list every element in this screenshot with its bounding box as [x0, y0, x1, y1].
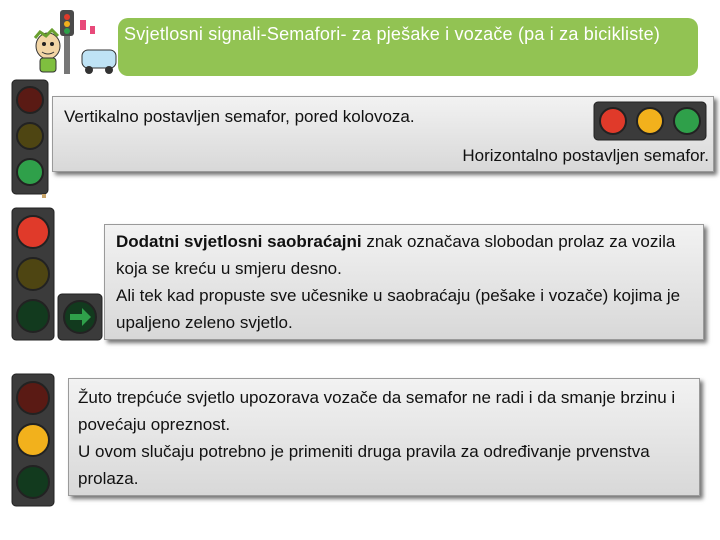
vertical-light-caption: Vertikalno postavljen semafor, pored kolovoza.	[64, 107, 415, 126]
traffic-light-icon	[10, 374, 56, 508]
additional-signal-bold: Dodatni svjetlosni saobraćajni	[116, 232, 362, 251]
traffic-light-icon	[10, 208, 56, 342]
flashing-yellow-line1: Žuto trepćuće svjetlo upozorava vozače da semafor ne radi i da smanje brzinu i povećaju opreznost.	[78, 388, 676, 434]
additional-signal-text	[116, 228, 700, 336]
cartoon-traffic-mascot-icon	[30, 8, 125, 80]
flashing-yellow-text	[78, 384, 694, 492]
flashing-yellow-line2: U ovom slučaju potrebno je primeniti druga pravila za određivanje prvenstva prolaza.	[78, 442, 650, 488]
additional-signal-line1: znak označava slobodan prolaz za vozila koja se kreću u smjeru desno.	[116, 232, 676, 278]
right-arrow-icon	[58, 294, 104, 342]
additional-signal-line2: Ali tek kad propuste sve učesnike u saobraćaju (pešake i vozače) kojima je upaljeno zeleno svjetlo.	[116, 286, 681, 332]
page-title: Svjetlosni signali-Semafori- za pješake i vozače (pa i za bicikliste)	[124, 24, 661, 44]
traffic-light-icon	[594, 102, 706, 140]
traffic-light-icon	[10, 80, 50, 198]
horizontal-light-caption: Horizontalno postavljen semafor.	[462, 146, 709, 165]
